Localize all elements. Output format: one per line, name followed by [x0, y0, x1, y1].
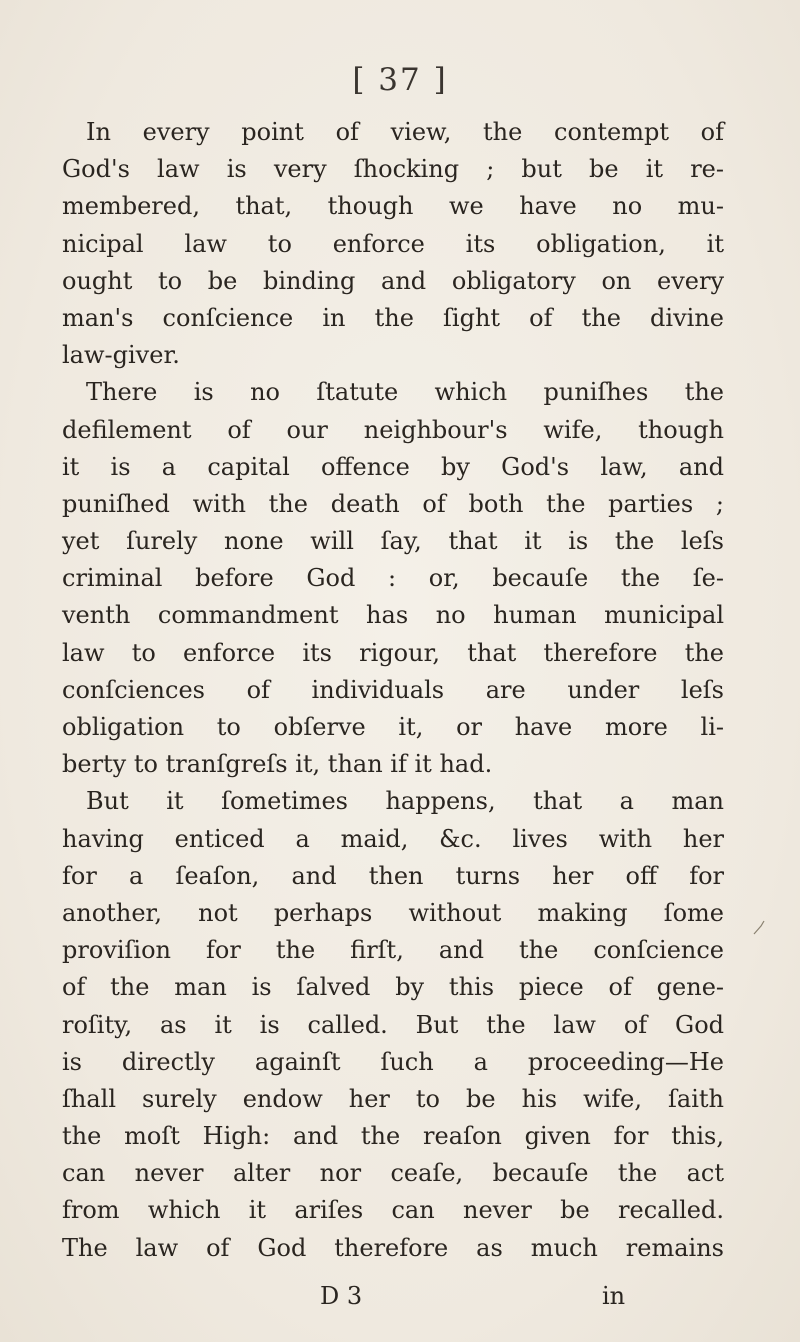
- text-line: ſhall surely endow her to be his wife, ſaith: [62, 1084, 724, 1113]
- text-line: law-giver.: [62, 341, 180, 370]
- text-line: yet ſurely none will ſay, that it is the leſs: [62, 527, 724, 556]
- text-line: There is no ſtatute which puniſhes the: [86, 378, 724, 407]
- text-line: But it ſometimes happens, that a man: [86, 787, 724, 816]
- text-line: proviſion for the firſt, and the conſcience: [62, 936, 724, 965]
- text-line: it is a capital offence by God's law, and: [62, 452, 724, 481]
- text-line: criminal before God : or, becauſe the ſe-: [62, 564, 724, 593]
- text-line: puniſhed with the death of both the parties ;: [62, 489, 724, 518]
- text-line: membered, that, though we have no mu-: [62, 192, 724, 221]
- text-line: The law of God therefore as much remains: [62, 1233, 724, 1262]
- text-line: obligation to obſerve it, or have more li-: [62, 713, 724, 741]
- text-line: In every point of view, the contempt of: [86, 118, 724, 146]
- text-line: ought to be binding and obligatory on every: [62, 266, 724, 295]
- text-line: berty to tranſgreſs it, than if it had.: [62, 750, 493, 779]
- text-line: venth commandment has no human municipal: [62, 601, 724, 630]
- text-line: defilement of our neighbour's wife, though: [62, 415, 724, 444]
- text-line: for a ſeaſon, and then turns her off for: [62, 861, 724, 890]
- text-line: can never alter nor ceaſe, becauſe the act: [62, 1159, 724, 1188]
- body-text: [62, 114, 724, 1267]
- text-line: having enticed a maid, &c. lives with her: [62, 824, 724, 853]
- text-line: of the man is ſalved by this piece of gene-: [62, 973, 724, 1002]
- page-footer: [0, 1282, 800, 1319]
- text-line: nicipal law to enforce its obligation, it: [62, 229, 724, 258]
- text-line: is directly againſt ſuch a proceeding—He: [62, 1047, 724, 1076]
- page-number: [ 37 ]: [352, 62, 448, 98]
- text-line: man's conſcience in the ſight of the divine: [62, 303, 724, 332]
- text-line: conſciences of individuals are under leſs: [62, 675, 724, 704]
- text-line: God's law is very ſhocking ; but be it re-: [62, 155, 724, 184]
- pen-mark-icon: [752, 918, 770, 936]
- text-line: from which it ariſes can never be recalled.: [62, 1196, 724, 1225]
- text-line: law to enforce its rigour, that therefore the: [62, 638, 724, 667]
- text-line: another, not perhaps without making ſome: [62, 898, 724, 927]
- text-line: the moſt High: and the reaſon given for this,: [62, 1122, 724, 1151]
- catchword: in: [602, 1282, 626, 1310]
- signature-mark: D 3: [320, 1282, 363, 1310]
- text-line: roſity, as it is called. But the law of God: [62, 1010, 724, 1039]
